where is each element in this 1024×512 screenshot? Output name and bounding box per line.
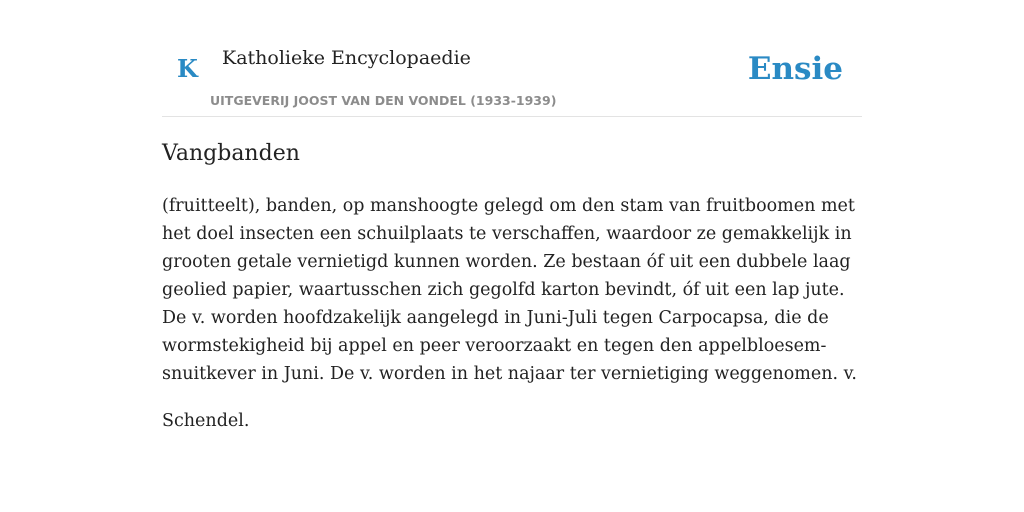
ensie-brand-link[interactable]: Ensie [747, 51, 843, 87]
encyclopedia-logo-icon: K [177, 54, 198, 83]
publisher-label: UITGEVERIJ JOOST VAN DEN VONDEL (1933-1939) [210, 93, 557, 108]
article-body: (fruitteelt), banden, op manshoogte gelegd om den stam van fruitboomen met het doel insecten een schuilplaats te verschaffen, waardoor ze gemakkelijk in grooten getale vernietigd kunnen worden. Ze bestaan óf uit een dubbele laag geolied papier, waartusschen zich gegolfd karton bevindt, óf uit een lap jute. De v. worden hoofdzakelijk aangelegd in Juni-Juli tegen Carpocapsa, die de wormstekigheid bij appel en peer veroorzaakt en tegen den appelbloesem-snuitkever in Juni. De v. worden in het najaar ter vernietiging weggenomen. v. [162, 196, 857, 384]
encyclopedia-header [162, 0, 862, 117]
article-title: Vangbanden [162, 141, 300, 166]
encyclopedia-title: Katholieke Encyclopaedie [222, 47, 471, 69]
article-author: Schendel. [162, 411, 250, 431]
